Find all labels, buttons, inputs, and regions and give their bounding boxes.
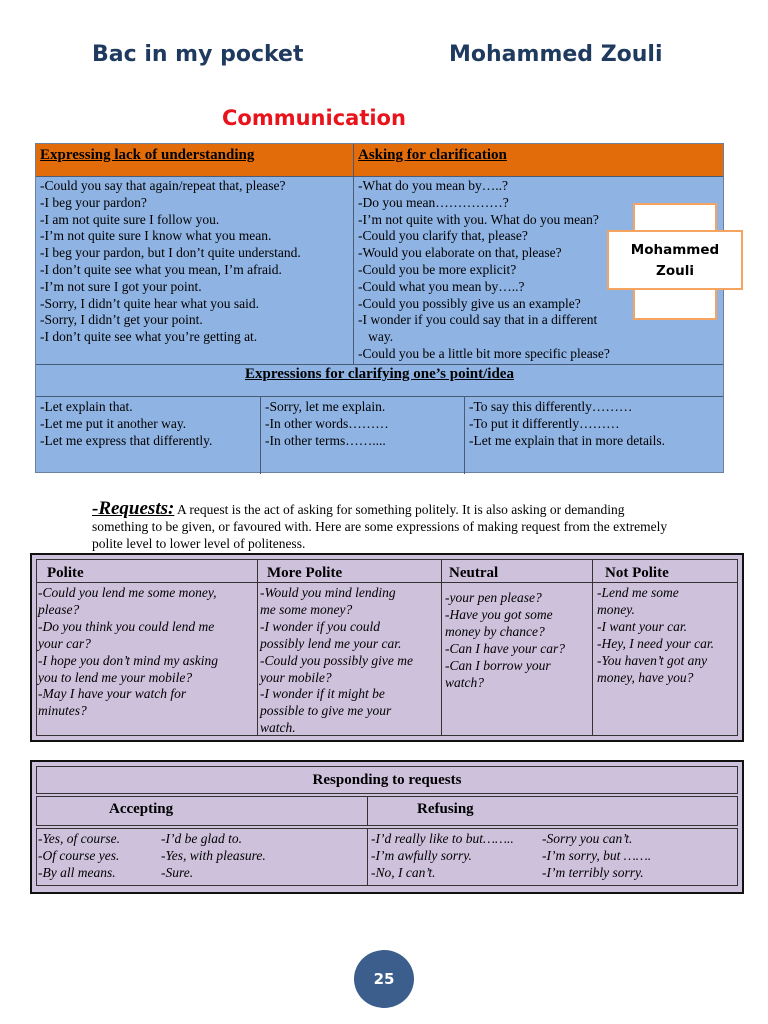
clarifying-item: -To say this differently……… — [469, 399, 633, 414]
lack-item: -Sorry, I didn’t get your point. — [40, 312, 203, 328]
request-item: -Lend me some — [597, 585, 679, 600]
clarifying-item: -Let me put it another way. — [40, 415, 187, 431]
clarification-item: -Could what you mean by…..? — [358, 278, 525, 294]
col-not-polite — [597, 585, 714, 686]
lack-item: -I’m not quite sure I know what you mean. — [40, 228, 272, 244]
clarification-heading: Asking for clarification — [358, 147, 507, 163]
request-item: watch. — [260, 720, 296, 736]
lack-heading: Expressing lack of understanding — [40, 147, 255, 163]
lack-item: -I am not quite sure I follow you. — [40, 211, 220, 227]
clarification-item: -Could you be a little bit more specific please? — [358, 345, 610, 361]
response-item: -Yes, of course. — [38, 831, 121, 846]
response-item: -No, I can’t. — [371, 864, 436, 880]
clarifying-item: -Let explain that. — [40, 399, 133, 414]
header-left-title: Bac in my pocket — [92, 42, 304, 67]
response-item: -I’m awfully sorry. — [371, 847, 472, 863]
lack-list — [40, 178, 301, 346]
clarification-item: -Do you mean……………? — [358, 194, 509, 210]
response-item: -Of course yes. — [38, 847, 120, 863]
request-item: me some money? — [260, 601, 353, 617]
request-item: -I wonder if it might be — [260, 686, 385, 702]
refusing-left-list — [371, 831, 514, 882]
response-item: -Sure. — [161, 864, 194, 880]
lack-item: -I beg your pardon? — [40, 194, 147, 210]
responding-table — [30, 760, 744, 894]
col-polite — [38, 585, 218, 720]
lack-item: -Sorry, I didn’t quite hear what you said. — [40, 295, 259, 311]
stamp-line-1: Mohammed — [630, 242, 720, 258]
refusing-right-list — [542, 831, 651, 882]
clarification-item: -What do you mean by…..? — [358, 178, 508, 193]
clarification-list — [358, 178, 610, 363]
request-item: minutes? — [38, 703, 87, 719]
lack-item: -I don’t quite see what you’re getting at. — [40, 329, 258, 345]
lack-item: -Could you say that again/repeat that, please? — [40, 178, 286, 193]
header-right-author: Mohammed Zouli — [449, 42, 663, 67]
request-item: -Could you lend me some money, — [38, 585, 217, 600]
response-item: -Sorry you can’t. — [542, 831, 633, 846]
request-item: -Would you mind lending — [260, 585, 396, 600]
requests-title: -Requests: — [92, 498, 175, 519]
request-item: money. — [597, 601, 635, 617]
section-title: Communication — [222, 106, 406, 130]
clarifying-heading: Expressions for clarifying one’s point/idea — [245, 366, 514, 382]
response-item: -I’d be glad to. — [161, 831, 242, 846]
request-item: possibly lend me your car. — [260, 635, 402, 651]
request-item: -Do you think you could lend me — [38, 618, 215, 634]
clarification-item: -Could you possibly give us an example? — [358, 295, 581, 311]
stamp-line-2: Zouli — [656, 263, 694, 279]
request-item: possible to give me your — [260, 703, 392, 719]
author-stamp-text — [607, 240, 743, 282]
lack-item: -I’m not sure I got your point. — [40, 278, 202, 294]
request-item: -Can I have your car? — [445, 640, 565, 656]
response-item: -I’d really like to but…….. — [371, 831, 514, 846]
clarification-item: -I wonder if you could say that in a different — [358, 312, 598, 328]
lack-item: -I don’t quite see what you mean, I’m afraid. — [40, 261, 282, 277]
accepting-right-list — [161, 831, 266, 882]
request-item: you to lend me your mobile? — [38, 669, 193, 685]
request-item: your mobile? — [260, 669, 332, 685]
request-item: -your pen please? — [445, 590, 542, 605]
clarification-item: way. — [358, 329, 394, 345]
accepting-header: Accepting — [109, 801, 174, 817]
request-item: watch? — [445, 674, 484, 690]
request-item: please? — [38, 601, 80, 617]
responding-title: Responding to requests — [312, 772, 462, 788]
request-item: -I want your car. — [597, 618, 687, 634]
col-header-polite: Polite — [47, 565, 84, 581]
clarifying-item: -In other words……… — [265, 415, 389, 431]
clarifying-col-2 — [265, 399, 389, 449]
col-more-polite — [260, 585, 413, 737]
clarifying-col-1 — [40, 399, 212, 449]
request-item: -Have you got some — [445, 606, 553, 622]
communication-table — [35, 143, 724, 473]
request-item: -Could you possibly give me — [260, 652, 413, 668]
col-header-not-polite: Not Polite — [605, 565, 669, 581]
request-item: -Can I borrow your — [445, 657, 551, 673]
clarification-item: -Would you elaborate on that, please? — [358, 245, 562, 261]
response-item: -Yes, with pleasure. — [161, 847, 266, 863]
col-header-neutral: Neutral — [449, 565, 499, 581]
clarifying-item: -Let me explain that in more details. — [469, 432, 666, 448]
request-item: -You haven’t got any — [597, 652, 708, 668]
request-item: money by chance? — [445, 623, 545, 639]
clarification-item: -Could you clarify that, please? — [358, 228, 528, 244]
clarifying-item: -To put it differently……… — [469, 415, 620, 431]
page-number: 25 — [354, 950, 414, 1008]
request-item: -May I have your watch for — [38, 686, 187, 702]
requests-table — [30, 553, 744, 742]
clarification-item: -I’m not quite with you. What do you mean? — [358, 211, 599, 227]
col-header-more-polite: More Polite — [267, 565, 343, 581]
response-item: -By all means. — [38, 864, 116, 880]
clarifying-item: -Sorry, let me explain. — [265, 399, 386, 414]
requests-text: A request is the act of asking for something politely. It is also asking or demanding something to be given, or favoured with. Here are some expressions of making request from the extremely polite level to lower level of politeness. — [92, 502, 668, 551]
request-item: -I wonder if you could — [260, 618, 380, 634]
lack-item: -I beg your pardon, but I don’t quite understand. — [40, 245, 301, 261]
col-neutral — [445, 590, 565, 691]
requests-paragraph — [92, 500, 682, 552]
clarifying-col-3 — [469, 399, 665, 449]
response-item: -I’m sorry, but ……. — [542, 847, 652, 863]
request-item: -Hey, I need your car. — [597, 635, 714, 651]
request-item: money, have you? — [597, 669, 694, 685]
response-item: -I’m terribly sorry. — [542, 864, 644, 880]
accepting-left-list — [38, 831, 120, 882]
clarifying-item: -In other terms…….... — [265, 432, 386, 448]
refusing-header: Refusing — [417, 801, 474, 817]
clarifying-item: -Let me express that differently. — [40, 432, 213, 448]
clarification-item: -Could you be more explicit? — [358, 261, 517, 277]
request-item: your car? — [38, 635, 91, 651]
request-item: -I hope you don’t mind my asking — [38, 652, 218, 668]
